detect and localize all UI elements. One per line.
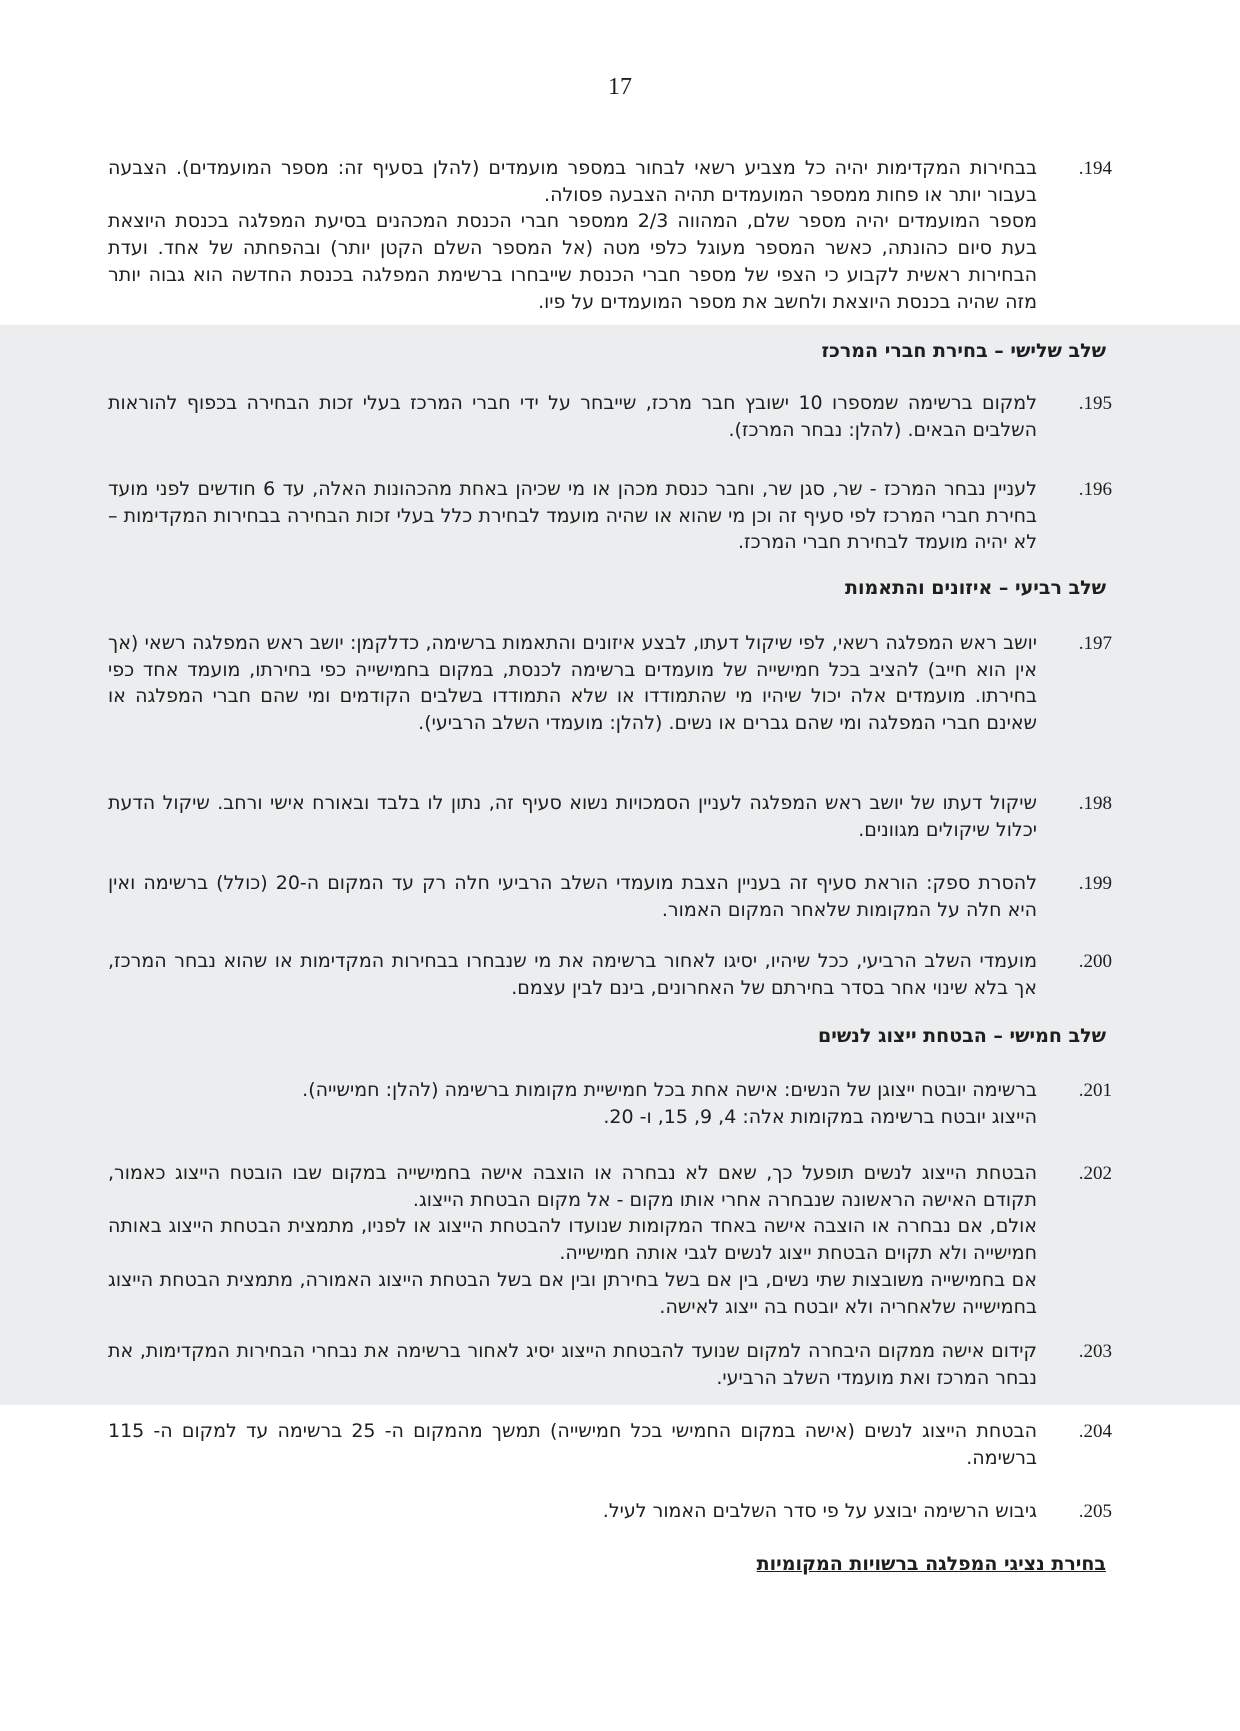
clause-201 (108, 1077, 1112, 1130)
clause-number: .199 (1078, 873, 1112, 894)
clause-paragraph: הבטחת הייצוג לנשים (אישה במקום החמישי בכל חמישייה) תמשך מהמקום ה- 25 ברשימה עד למקום ה- 115 ברשימה. (108, 1420, 1037, 1469)
clause-paragraph: ברשימה יובטח ייצוגן של הנשים: אישה אחת בכל חמישיית מקומות ברשימה (להלן: חמישייה). (302, 1079, 1037, 1101)
heading-stage-3: שלב שלישי – בחירת חברי המרכז (821, 340, 1106, 362)
clause-paragraph: הייצוג יובטח ברשימה במקומות אלה: 4, 9, 15, ו- 20. (603, 1105, 1037, 1128)
clause-paragraph: שיקול דעתו של יושב ראש המפלגה לעניין הסמכויות נשוא סעיף זה, נתון לו בלבד ובאורח אישי ורחב. שיקול הדעת יכלול שיקולים מגוונים. (108, 792, 1037, 841)
clause-202 (108, 1160, 1112, 1320)
clause-195 (108, 390, 1112, 443)
clause-paragraph: בבחירות המקדימות יהיה כל מצביע רשאי לבחור במספר מועמדים (להלן בסעיף זה: מספר המועמדים). הצבעה בעבור יותר או פחות ממספר המועמדים תהיה הצבעה פסולה. (108, 157, 1037, 206)
heading-stage-4: שלב רביעי – איזונים והתאמות (845, 577, 1106, 599)
clause-paragraph: להסרת ספק: הוראת סעיף זה בעניין הצבת מועמדי השלב הרביעי חלה רק עד המקום ה-20 (כולל) ברשימה ואין היא חלה על המקומות שלאחר המקום האמור. (108, 872, 1037, 921)
clause-paragraph: קידום אישה ממקום היבחרה למקום שנועד להבטחת הייצוג יסיג לאחור ברשימה את נבחרי הבחירות המקדימות, את נבחר המרכז ואת מועמדי השלב הרביעי. (108, 1340, 1037, 1389)
clause-number: .201 (1078, 1080, 1112, 1101)
clause-paragraph: גיבוש הרשימה יבוצע על פי סדר השלבים האמור לעיל. (602, 1500, 1037, 1522)
clause-200 (108, 948, 1112, 1001)
clause-number: .200 (1078, 951, 1112, 972)
clause-196 (108, 476, 1112, 556)
clause-paragraph: מועמדי השלב הרביעי, ככל שיהיו, יסיגו לאחור ברשימה את מי שנבחרו בבחירות המקדימות או שהוא נבחר המרכז, אך בלא שינוי אחר בסדר בחירתם של האחרונים, בינם לבין עצמם. (108, 950, 1037, 999)
clause-197 (108, 630, 1112, 737)
clause-paragraph: למקום ברשימה שמספרו 10 ישובץ חבר מרכז, שייבחר על ידי חברי המרכז בעלי זכות הבחירה בכפוף להוראות השלבים הבאים. (להלן: נבחר המרכז). (108, 392, 1037, 441)
heading-stage-5: שלב חמישי – הבטחת ייצוג לנשים (818, 1025, 1106, 1047)
clause-number: .196 (1078, 479, 1112, 500)
clause-199 (108, 870, 1112, 923)
clause-paragraph: מספר המועמדים יהיה מספר שלם, המהווה 2/3 ממספר חברי הכנסת המכהנים בסיעת המפלגה בכנסת היוצאת בעת סיום כהונתה, כאשר המספר מעוגל כלפי מטה (אל המספר השלם הקטן יותר) ובהפחתה של אחד. ועדת הבחירות ראשית לקבוע כי הצפי של מספר חברי הכנסת שייבחרו ברשימת המפלגה בכנסת החדשה הוא גבוה יותר מזה שהיה בכנסת היוצאת ולחשב את מספר המועמדים על פיו. (108, 210, 1038, 313)
clause-number: .204 (1078, 1421, 1112, 1442)
clause-number: .202 (1078, 1163, 1112, 1184)
clause-number: .198 (1078, 793, 1112, 814)
clause-194 (108, 155, 1112, 315)
clause-paragraph: יושב ראש המפלגה רשאי, לפי שיקול דעתו, לבצע איזונים והתאמות ברשימה, כדלקמן: יושב ראש המפלגה רשאי (אך אין הוא חייב) להציב בכל חמישייה של מועמדים ברשימה לכנסת, במקום בחמישייה כפי בחירתו, מועמד אחד כפי בחירתו. מועמדים אלה יכול שיהיו מי שהתמודדו או שלא התמודדו בשלבים הקודמים ומי שהם חברי המפלגה או שאינם חברי המפלגה ומי שהם גברים או נשים. (להלן: מועמדי השלב הרביעי). (108, 632, 1037, 735)
clause-number: .197 (1078, 633, 1112, 654)
clause-paragraph: הבטחת הייצוג לנשים תופעל כך, שאם לא נבחרה או הוצבה אישה בחמישייה במקום שבו הובטח הייצוג כאמור, תקודם האישה הראשונה שנבחרה אחרי אותו מקום - אל מקום הבטחת הייצוג. (108, 1162, 1037, 1211)
clause-number: .203 (1078, 1341, 1112, 1362)
clause-paragraph: אולם, אם נבחרה או הוצבה אישה באחד המקומות שנועדו להבטחת הייצוג או לפניו, מתמצית הבטחת הייצוג באותה חמישייה ולא תקוים הבטחת ייצוג לנשים לגבי אותה חמישייה. (108, 1215, 1037, 1265)
page-number: 17 (608, 74, 632, 100)
heading-local-authorities: בחירת נציגי המפלגה ברשויות המקומיות (756, 1553, 1106, 1575)
clause-paragraph: לעניין נבחר המרכז - שר, סגן שר, וחבר כנסת מכהן או מי שכיהן באחת מהכהונות האלה, עד 6 חודשים לפני מועד בחירת חברי המרכז לפי סעיף זה וכן מי שהוא או שהיה מועמד לבחירת כלל בעלי זכות הבחירה בבחירות המקדימות – לא יהיה מועמד לבחירת חברי המרכז. (108, 478, 1037, 554)
clause-205 (108, 1498, 1112, 1526)
clause-number: .205 (1078, 1501, 1112, 1522)
clause-number: .194 (1078, 158, 1112, 179)
clause-203 (108, 1338, 1112, 1391)
clause-number: .195 (1078, 393, 1112, 414)
clause-paragraph: אם בחמישייה משובצות שתי נשים, בין אם בשל בחירתן ובין אם בשל הבטחת הייצוג האמורה, מתמצית הבטחת הייצוג בחמישייה שלאחריה ולא יובטח בה ייצוג לאישה. (108, 1268, 1037, 1318)
clause-204 (108, 1418, 1112, 1471)
clause-198 (108, 790, 1112, 843)
